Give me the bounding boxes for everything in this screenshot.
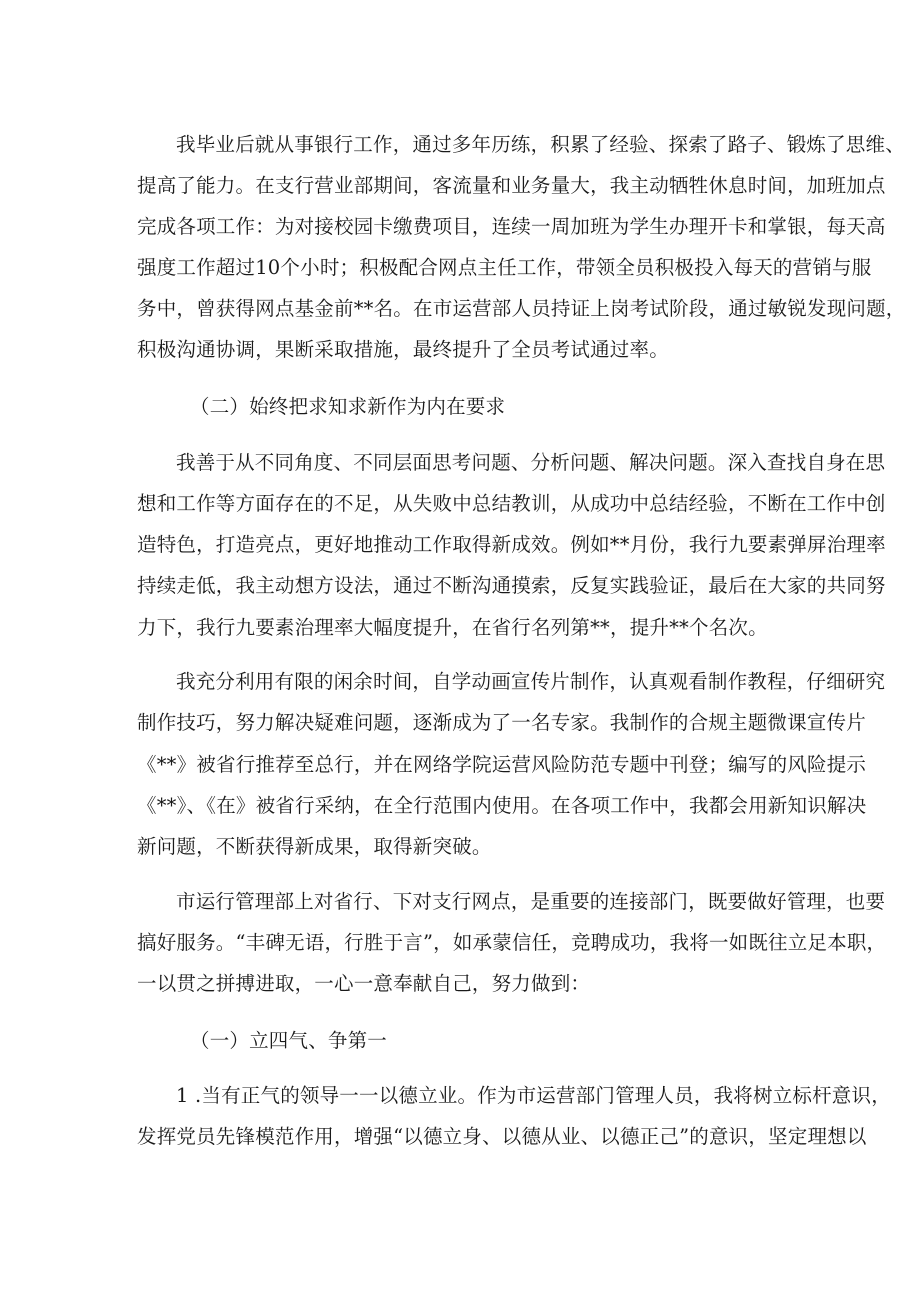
paragraph-line: 持续走低，我主动想方设法，通过不断沟通摸索，反复实践验证，最后在大家的共同努 [137,574,886,597]
paragraph-line: 制作技巧，努力解决疑难问题，逐渐成为了一名专家。我制作的合规主题微课宣传片 [137,711,866,734]
section-heading: （一）立四气、争第一 [190,1029,388,1052]
paragraph-line: 新问题，不断获得新成果，取得新突破。 [137,835,492,858]
paragraph-line: 1 .当有正气的领导一一以德立业。作为市运营部门管理人员，我将树立标杆意识， [176,1084,891,1107]
paragraph-line: 造特色，打造亮点，更好地推动工作取得新成效。例如**月份，我行九要素弹屏治理率 [137,533,886,556]
paragraph-line: 一以贯之拼搏进取，一心一意奉献自己，努力做到： [137,972,591,995]
paragraph-line: 我充分利用有限的闲余时间，自学动画宣传片制作，认真观看制作教程，仔细研究 [176,670,886,693]
paragraph-line: 搞好服务。“丰碑无语，行胜于言”，如承蒙信任，竞聘成功，我将一如既往立足本职， [137,931,887,954]
paragraph-line: 积极沟通协调，果断采取措施，最终提升了全员考试通过率。 [137,338,669,361]
paragraph-line: 务中，曾获得网点基金前**名。在市运营部人员持证上岗考试阶段，通过敏锐发现问题， [137,297,906,320]
paragraph-line: 市运行管理部上对省行、下对支行网点，是重要的连接部门，既要做好管理，也要 [176,890,886,913]
paragraph-line: 我毕业后就从事银行工作，通过多年历练，积累了经验、探索了路子、锻炼了思维、 [176,133,905,156]
paragraph-line: 我善于从不同角度、不同层面思考问题、分析问题、解决问题。深入查找自身在思 [176,451,886,474]
paragraph-line: 想和工作等方面存在的不足，从失败中总结教训，从成功中总结经验，不断在工作中创 [137,492,886,515]
paragraph-line: 完成各项工作：为对接校园卡缴费项目，连续一周加班为学生办理开卡和掌银，每天高 [137,215,886,238]
paragraph-line: 《**》、《在》被省行采纳，在全行范围内使用。在各项工作中，我都会用新知识解决 [137,794,867,817]
paragraph-line: 发挥党员先锋模范作用，增强“以德立身、以德从业、以德正己”的意识，坚定理想以 [137,1125,867,1148]
paragraph-line: 强度工作超过10个小时；积极配合网点主任工作，带领全员积极投入每天的营销与服 [137,256,872,279]
paragraph-line: 提高了能力。在支行营业部期间，客流量和业务量大，我主动牺牲休息时间，加班加点 [137,174,886,197]
section-heading: （二）始终把求知求新作为内在要求 [190,395,506,418]
paragraph-line: 《**》被省行推荐至总行，并在网络学院运营风险防范专题中刊登；编写的风险提示 [137,753,867,776]
paragraph-line: 力下，我行九要素治理率大幅度提升，在省行名列第**，提升**个名次。 [137,616,768,639]
